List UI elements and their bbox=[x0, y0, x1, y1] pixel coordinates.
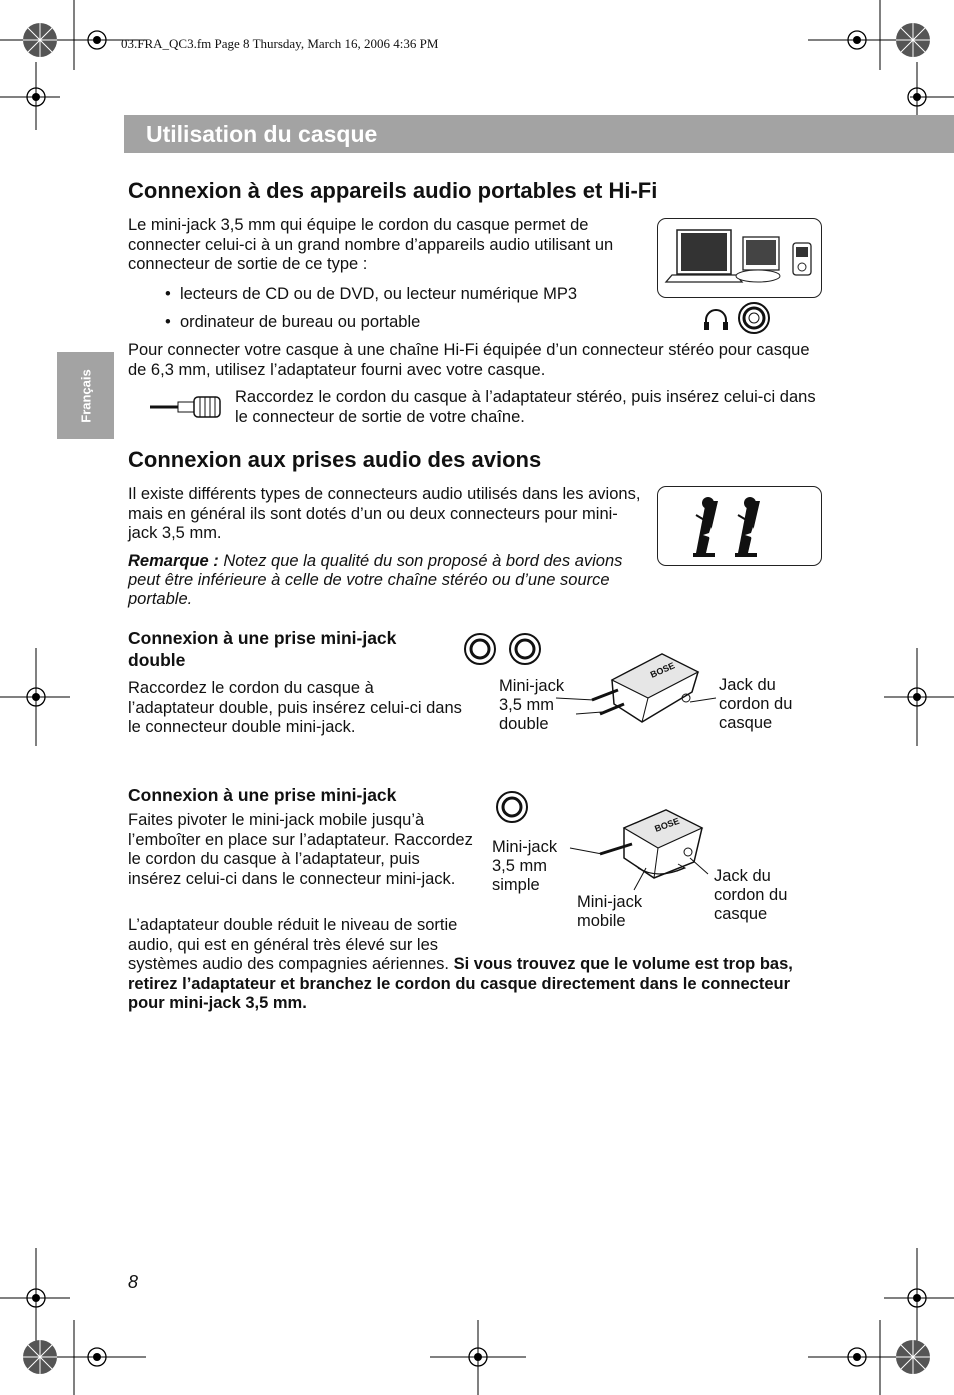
adapter-brand: BOSE bbox=[648, 660, 677, 680]
single-label-right: Jack du cordon du casque bbox=[714, 867, 788, 923]
airplane-intro: Il existe différents types de connecteurs audio utilisés dans les avions, mais en général ils sont dotés d’un ou deux connecteurs pour mini-jack 3,5 mm. bbox=[128, 485, 641, 542]
language-label: Français bbox=[78, 368, 93, 423]
headphone-jack-icon bbox=[702, 302, 772, 336]
airplane-seats-illustration bbox=[657, 486, 822, 566]
language-tab bbox=[57, 352, 114, 439]
single-jack-text: Faites pivoter le mini-jack mobile jusqu’à l’emboîter en place sur l’adaptateur. Raccordez le cordon du casque à l’adaptateur, puis insérez celui-ci dans le connecteur mini-jack. bbox=[128, 811, 473, 888]
hifi-text: Pour connecter votre casque à une chaîne Hi-Fi équipée d’un connecteur stéréo pour casque de 6,3 mm, utilisez l’adaptateur fourni avec votre casque. bbox=[128, 341, 810, 379]
airplane-seat-icon bbox=[658, 487, 821, 565]
section-title-airplane: Connexion aux prises audio des avions bbox=[128, 447, 542, 472]
file-slug: 03.FRA_QC3.fm Page 8 Thursday, March 16, 2006 4:36 PM bbox=[121, 36, 439, 51]
double-label-right: Jack du cordon du casque bbox=[719, 676, 793, 732]
double-jack-socket-icon bbox=[463, 632, 545, 668]
single-jack-socket-icon bbox=[494, 789, 530, 825]
double-jack-text: Raccordez le cordon du casque à l’adaptateur double, puis insérez celui-ci dans le connecteur double mini-jack. bbox=[128, 679, 462, 736]
single-label-mobile: Mini-jack mobile bbox=[577, 893, 643, 930]
laptop-icon bbox=[658, 219, 821, 297]
airplane-note: Remarque : Notez que la qualité du son proposé à bord des avions peut être inférieure à celle de votre chaîne stéréo ou d’une source portable. bbox=[128, 552, 623, 608]
double-label-left: Mini-jack 3,5 mm double bbox=[499, 677, 565, 733]
portable-intro: Le mini-jack 3,5 mm qui équipe le cordon du casque permet de connecter celui-ci à un grand nombre d’appareils audio utilisant un connecteur de sortie de ce type : bbox=[128, 216, 614, 273]
page-number: 8 bbox=[128, 1272, 139, 1292]
single-jack-title: Connexion à une prise mini-jack bbox=[128, 785, 397, 805]
bullet-2: • ordinateur de bureau ou portable bbox=[165, 313, 421, 331]
section-title-portable: Connexion à des appareils audio portables et Hi-Fi bbox=[128, 178, 658, 203]
adapter-brand-single: BOSE bbox=[653, 815, 681, 834]
bullet-1: • lecteurs de CD ou de DVD, ou lecteur numérique MP3 bbox=[165, 285, 578, 303]
double-adapter-drawing bbox=[592, 652, 702, 732]
devices-illustration bbox=[657, 218, 822, 298]
double-jack-title: Connexion à une prise mini-jack double bbox=[128, 628, 397, 670]
section-header-bar bbox=[124, 115, 954, 153]
stereo-adapter-icon bbox=[148, 393, 228, 423]
volume-text: L’adaptateur double réduit le niveau de sortie audio, qui est en général très élevé sur les systèmes audio des compagnies aériennes. Si vous trouvez que le volume est trop bas, retirez l’adaptateur et branchez le cordon du casque directement dans le connecteur pour mini-jack 3,5 mm. bbox=[128, 916, 793, 1012]
page-title: Utilisation du casque bbox=[146, 121, 378, 147]
single-label-left: Mini-jack 3,5 mm simple bbox=[492, 838, 558, 894]
adapter-text: Raccordez le cordon du casque à l’adaptateur stéréo, puis insérez celui-ci dans le connecteur de sortie de votre chaîne. bbox=[235, 388, 816, 426]
single-adapter-drawing bbox=[598, 808, 708, 888]
